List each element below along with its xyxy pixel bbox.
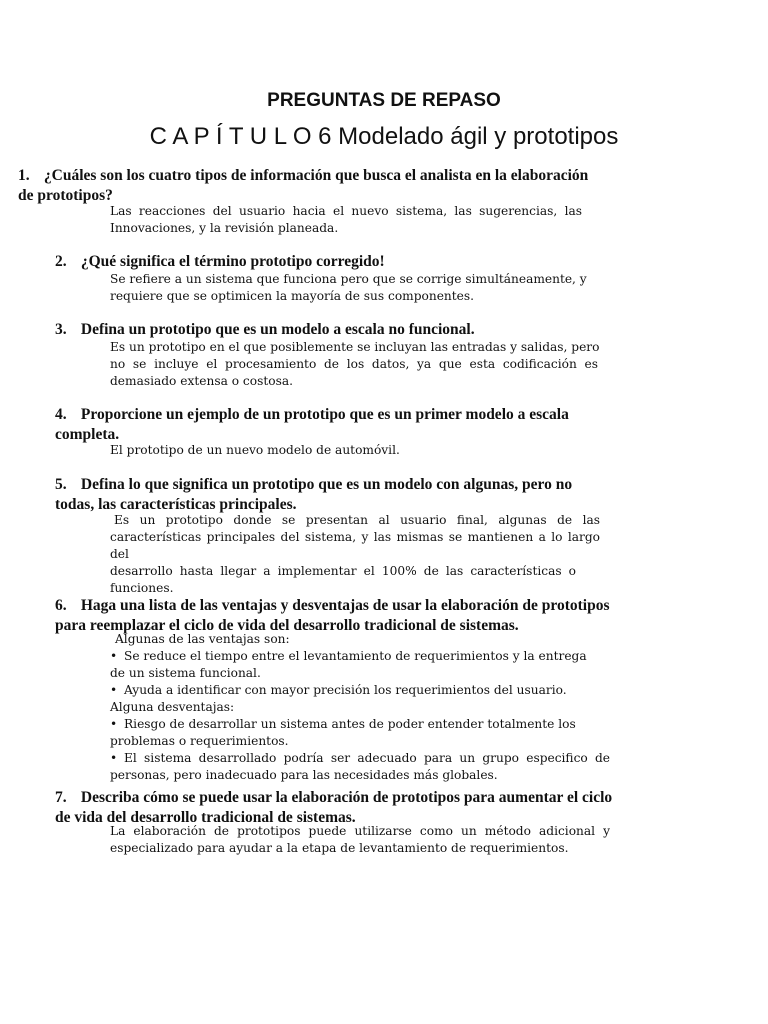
document-title: PREGUNTAS DE REPASO — [267, 90, 501, 111]
answer-2 — [110, 271, 590, 305]
question-1-line-1: 1. ¿Cuáles son los cuatro tipos de información que busca el analista en la elaboración — [18, 167, 589, 184]
answer-3 — [110, 339, 598, 390]
question-5 — [55, 475, 655, 515]
answer-3-line-2: no se incluye el procesamiento de los datos, ya que esta codificación es — [110, 357, 598, 371]
answer-4-line-1: El prototipo de un nuevo modelo de automóvil. — [110, 443, 400, 457]
answer-7-line-1: La elaboración de prototipos puede utilizarse como un método adicional y — [110, 824, 610, 838]
advantages-heading: Algunas de las ventajas son: — [115, 632, 290, 646]
advantage-item-1: • Se reduce el tiempo entre el levantamiento de requerimientos y la entrega — [110, 649, 587, 663]
advantage-item-1-cont: de un sistema funcional. — [110, 666, 261, 680]
question-5-line-1: 5. Defina lo que significa un prototipo que es un modelo con algunas, pero no — [55, 476, 573, 493]
answer-1-line-2: Innovaciones, y la revisión planeada. — [110, 221, 339, 235]
answer-7 — [110, 823, 610, 857]
disadvantage-item-1: • Riesgo de desarrollar un sistema antes de poder entender totalmente los — [110, 717, 576, 731]
bullet-icon: • — [110, 683, 118, 697]
question-3-text: Defina un prototipo que es un modelo a escala no funcional. — [80, 321, 475, 338]
bullet-icon: • — [110, 751, 118, 765]
answer-5-line-1: Es un prototipo donde se presentan al usuario final, algunas de las — [114, 513, 600, 527]
question-6 — [55, 596, 665, 636]
bullet-icon: • — [110, 717, 118, 731]
disadvantage-item-1-cont: problemas o requerimientos. — [110, 734, 289, 748]
answer-3-line-3: demasiado extensa o costosa. — [110, 374, 293, 388]
question-4-line-2: completa. — [55, 426, 120, 443]
disadvantage-item-2: • El sistema desarrollado podría ser adecuado para un grupo especifico de — [110, 751, 610, 765]
question-6-line-2: para reemplazar el ciclo de vida del desarrollo tradicional de sistemas. — [55, 617, 519, 634]
disadvantage-item-2-cont: personas, pero inadecuado para las necesidades más globales. — [110, 768, 498, 782]
answer-1-line-1: Las reacciones del usuario hacia el nuevo sistema, las sugerencias, las — [110, 204, 582, 218]
chapter-subtitle: C A P Í T U L O 6 Modelado ágil y prototipos — [149, 123, 619, 150]
question-7-line-1: 7. Describa cómo se puede usar la elaboración de prototipos para aumentar el ciclo — [55, 789, 613, 806]
answer-6 — [110, 631, 610, 784]
answer-4 — [110, 442, 590, 459]
question-1 — [18, 166, 638, 206]
question-2-text: ¿Qué significa el término prototipo corregido! — [80, 253, 385, 270]
disadvantages-heading: Alguna desventajas: — [110, 700, 235, 714]
answer-2-line-1: Se refiere a un sistema que funciona pero que se corrige simultáneamente, y — [110, 272, 587, 286]
question-5-line-2: todas, las características principales. — [55, 496, 297, 513]
question-2: 2. ¿Qué significa el término prototipo corregido! — [55, 253, 385, 270]
answer-1 — [110, 203, 582, 237]
answer-3-line-1: Es un prototipo en el que posiblemente se incluyan las entradas y salidas, pero — [110, 340, 600, 354]
answer-5 — [110, 512, 600, 597]
bullet-icon: • — [110, 649, 118, 663]
question-4-line-1: 4. Proporcione un ejemplo de un prototipo que es un primer modelo a escala — [55, 406, 569, 423]
question-1-line-2: de prototipos? — [18, 187, 113, 204]
answer-2-line-2: requiere que se optimicen la mayoría de sus componentes. — [110, 289, 475, 303]
answer-5-line-2: características principales del sistema, y las mismas se mantienen a lo largo del — [110, 530, 600, 561]
answer-7-line-2: especializado para ayudar a la etapa de levantamiento de requerimientos. — [110, 841, 569, 855]
question-7 — [55, 788, 665, 828]
question-7-line-2: de vida del desarrollo tradicional de sistemas. — [55, 809, 356, 826]
advantage-item-2: • Ayuda a identificar con mayor precisión los requerimientos del usuario. — [110, 683, 567, 697]
question-4 — [55, 405, 655, 445]
answer-5-line-3: desarrollo hasta llegar a implementar el 100% de las características o — [110, 564, 576, 578]
question-3: 3. Defina un prototipo que es un modelo a escala no funcional. — [55, 321, 475, 338]
question-6-line-1: 6. Haga una lista de las ventajas y desventajas de usar la elaboración de prototipos — [55, 597, 610, 614]
answer-5-line-4: funciones. — [110, 581, 174, 595]
